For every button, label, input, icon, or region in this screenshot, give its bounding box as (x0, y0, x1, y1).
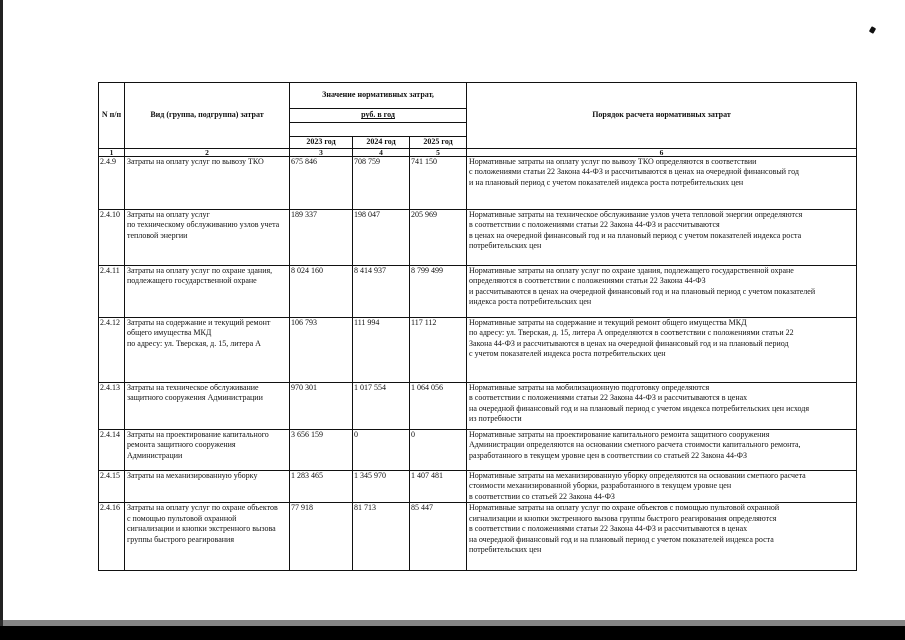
col-number: 4 (353, 148, 410, 156)
calc-method-line: определяются в соответствии с положениями статьи 22 Закона 44-ФЗ (469, 276, 706, 285)
row-number: 2.4.16 (99, 503, 125, 571)
calc-method-line: Нормативные затраты на оплату услуг по охране здания, подлежащего государственной охране (469, 265, 794, 275)
cost-type-line: Затраты на проектирование капитального ремонта защитного сооружения Администрации (127, 429, 269, 460)
header-unit: руб. в год (290, 109, 467, 123)
row-value-2025: 1 407 481 (410, 470, 467, 503)
calc-method-line: и рассчитываются в ценах на очередной финансовый год и на плановый период с учетом показателей (469, 286, 816, 296)
table-row (99, 265, 857, 317)
calc-method-line: Нормативные затраты на оплату услуг по вывозу ТКО определяются в соответствии (469, 156, 757, 166)
scan-edge-left (0, 0, 3, 640)
row-value-2025: 85 447 (410, 503, 467, 571)
cost-type-line: Затраты на оплату услуг по охране здания, подлежащего государственной охране (127, 265, 273, 285)
row-value-2023: 1 283 465 (290, 470, 353, 503)
table-row (99, 429, 857, 470)
row-calc-method (467, 503, 857, 571)
calc-method-line: из потребности (469, 414, 522, 423)
row-value-2025: 8 799 499 (410, 265, 467, 317)
calc-method-line: в соответствии с положениями статьи 22 Закона 44-ФЗ и рассчитываются в ценах (469, 524, 748, 533)
row-value-2024: 198 047 (353, 209, 410, 265)
row-number: 2.4.9 (99, 156, 125, 209)
calc-method-line: и на плановый период с учетом показателей индекса роста потребительских цен (469, 177, 744, 187)
row-value-2023: 3 656 159 (290, 429, 353, 470)
calc-method-line: в ценах на очередной финансовый год и на плановый период с учетом показателей индекса роста (469, 230, 802, 240)
calc-method-line: в соответствии с положениями статьи 22 Закона 44-ФЗ и рассчитываются в ценах (469, 393, 748, 402)
calc-method-line: индекса роста потребительских цен (469, 297, 592, 306)
calc-method-line: сигнализации и кнопки экстренного вызова группы быстрого реагирования определяются (469, 513, 777, 523)
header-num: N п/п (99, 83, 125, 149)
row-value-2024: 0 (353, 429, 410, 470)
row-value-2024: 1 017 554 (353, 382, 410, 429)
calc-method-line: Нормативные затраты на проектирование капитального ремонта защитного сооружения (469, 429, 770, 439)
calc-method-line: потребительских цен (469, 241, 542, 250)
col-number: 3 (290, 148, 353, 156)
cost-type-line: Затраты на оплату услуг (127, 209, 210, 219)
calc-method-line: на очередной финансовый год и на плановый период с учетом индекса потребительских цен исходя (469, 403, 810, 413)
header-spacer (290, 123, 467, 137)
row-number: 2.4.11 (99, 265, 125, 317)
row-number: 2.4.15 (99, 470, 125, 503)
cost-type-line: Затраты на содержание и текущий ремонт общего имущества МКД (127, 317, 271, 337)
row-calc-method (467, 429, 857, 470)
cost-type-line: по техническому обслуживанию узлов учета тепловой энергии (127, 220, 280, 240)
row-value-2023: 675 846 (290, 156, 353, 209)
calc-method-line: Нормативные затраты на техническое обслуживание узлов учета тепловой энергии определяются (469, 209, 803, 219)
calc-method-line: по адресу: ул. Тверская, д. 15, литера А определяются в соответствии с положениями статьи 22 (469, 328, 794, 337)
row-number: 2.4.12 (99, 317, 125, 382)
header-value: Значение нормативных затрат, (290, 83, 467, 109)
row-cost-type (125, 317, 290, 382)
calc-method-line: Администрации определяются на основании сметного расчета стоимости капитального ремонта, (469, 440, 801, 449)
row-value-2024: 81 713 (353, 503, 410, 571)
row-value-2024: 708 759 (353, 156, 410, 209)
row-number: 2.4.13 (99, 382, 125, 429)
row-value-2023: 106 793 (290, 317, 353, 382)
header-2024: 2024 год (353, 137, 410, 149)
calc-method-line: потребительских цен (469, 545, 542, 554)
table-row (99, 317, 857, 382)
header-2025: 2025 год (410, 137, 467, 149)
row-calc-method (467, 317, 857, 382)
cost-type-line: группы быстрого реагирования (127, 534, 235, 544)
row-value-2023: 970 301 (290, 382, 353, 429)
calc-method-line: Нормативные затраты на содержание и текущий ремонт общего имущества МКД (469, 317, 747, 327)
cost-type-line: Затраты на оплату услуг по вывозу ТКО (127, 156, 264, 166)
cost-type-line: с помощью пультовой охранной (127, 513, 237, 523)
calc-method-line: Закона 44-ФЗ и рассчитываются в ценах на очередной финансовый год и на плановый период (469, 338, 789, 348)
cost-type-line: Затраты на механизированную уборку (127, 470, 258, 480)
calc-method-line: Нормативные затраты на механизированную уборку определяются на основании сметного расчета (469, 470, 806, 480)
calc-method-line: разработанного в текущем уровне цен в соответствии со статьей 22 Закона 44-ФЗ (469, 450, 747, 460)
col-number: 2 (125, 148, 290, 156)
row-cost-type (125, 470, 290, 503)
row-value-2023: 189 337 (290, 209, 353, 265)
row-calc-method (467, 156, 857, 209)
header-type: Вид (группа, подгруппа) затрат (125, 83, 290, 149)
row-value-2023: 77 918 (290, 503, 353, 571)
row-value-2025: 741 150 (410, 156, 467, 209)
header-calc: Порядок расчета нормативных затрат (467, 83, 857, 149)
scan-speck (869, 26, 876, 34)
table-row (99, 156, 857, 209)
calc-method-line: Нормативные затраты на оплату услуг по охране объектов с помощью пультовой охранной (469, 503, 780, 512)
calc-method-line: с положениями статьи 22 Закона 44-ФЗ и рассчитываются в ценах на очередной финансовый год (469, 167, 799, 176)
scan-edge-bottom (0, 626, 905, 640)
row-calc-method (467, 382, 857, 429)
calc-method-line: в соответствии со статьей 22 Закона 44-ФЗ (469, 491, 615, 501)
row-calc-method (467, 470, 857, 503)
row-cost-type (125, 382, 290, 429)
row-value-2025: 0 (410, 429, 467, 470)
calc-method-line: стоимости механизированной уборки, разработанного в текущем уровне цен (469, 481, 732, 490)
table-row (99, 503, 857, 571)
row-cost-type (125, 503, 290, 571)
calc-method-line: на очередной финансовый год и на плановый период с учетом показателей индекса роста (469, 534, 774, 544)
calc-method-line: Нормативные затраты на мобилизационную подготовку определяются (469, 382, 710, 392)
cost-type-line: сигнализации и кнопки экстренного вызова (127, 524, 276, 533)
row-number: 2.4.10 (99, 209, 125, 265)
cost-type-line: Затраты на оплату услуг по охране объектов (127, 503, 278, 512)
col-number: 6 (467, 148, 857, 156)
row-value-2025: 1 064 056 (410, 382, 467, 429)
row-calc-method (467, 265, 857, 317)
row-value-2025: 117 112 (410, 317, 467, 382)
table-row (99, 382, 857, 429)
row-value-2023: 8 024 160 (290, 265, 353, 317)
row-cost-type (125, 209, 290, 265)
row-value-2025: 205 969 (410, 209, 467, 265)
row-cost-type (125, 429, 290, 470)
row-cost-type (125, 265, 290, 317)
row-cost-type (125, 156, 290, 209)
cost-type-line: по адресу: ул. Тверская, д. 15, литера А (127, 338, 261, 348)
col-number: 1 (99, 148, 125, 156)
cost-type-line: Затраты на техническое обслуживание защитного сооружения Администрации (127, 382, 263, 402)
row-value-2024: 8 414 937 (353, 265, 410, 317)
row-value-2024: 111 994 (353, 317, 410, 382)
row-number: 2.4.14 (99, 429, 125, 470)
row-value-2024: 1 345 970 (353, 470, 410, 503)
col-number: 5 (410, 148, 467, 156)
row-calc-method (467, 209, 857, 265)
table-row (99, 209, 857, 265)
header-2023: 2023 год (290, 137, 353, 149)
calc-method-line: с учетом показателей индекса роста потребительских цен (469, 349, 666, 358)
normative-costs-table (98, 82, 857, 571)
table-row (99, 470, 857, 503)
calc-method-line: в соответствии с положениями статьи 22 Закона 44-ФЗ и рассчитываются (469, 220, 720, 229)
